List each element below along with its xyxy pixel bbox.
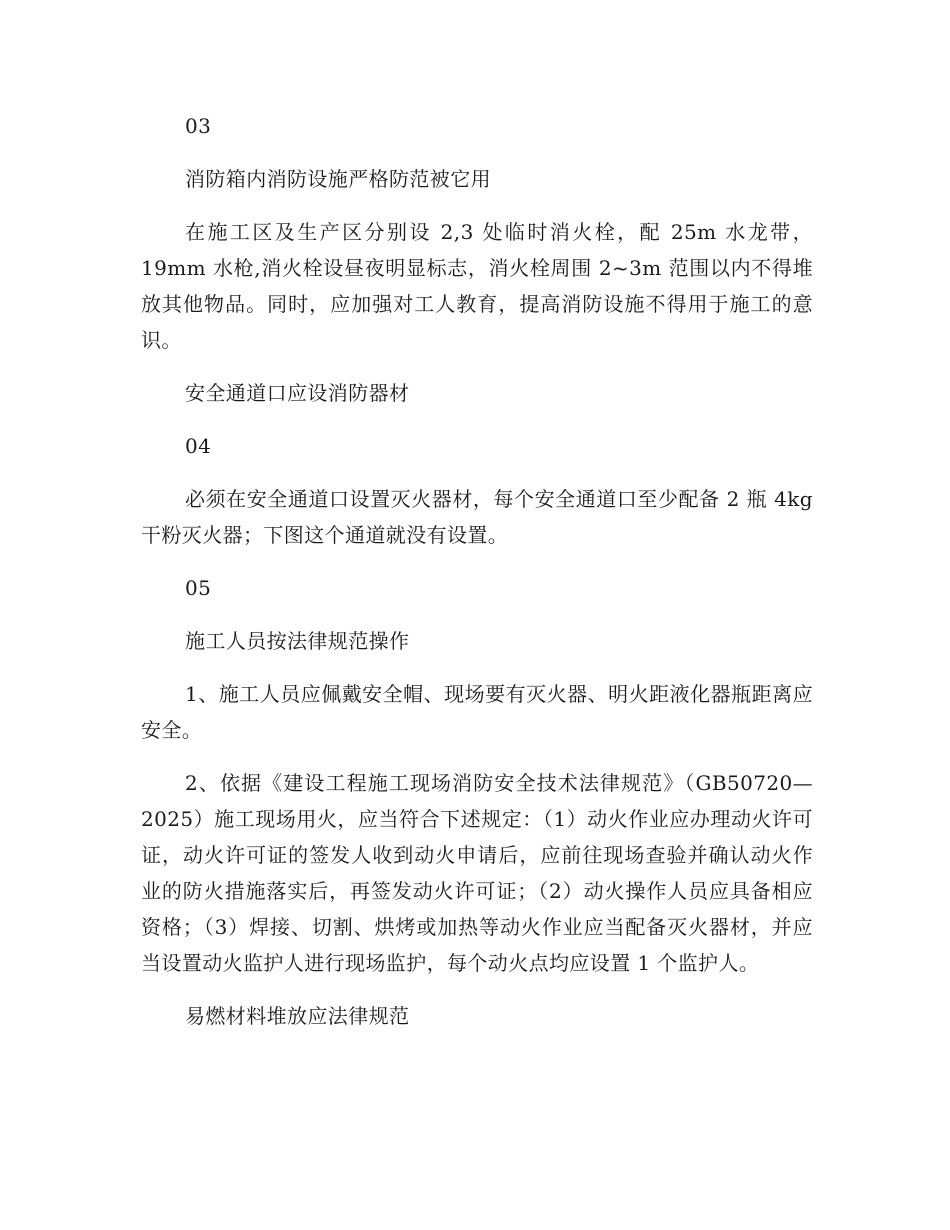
heading-flammable-storage: 易燃材料堆放应法律规范 (185, 1004, 410, 1028)
paragraph-fire-permit-rules: 2、依据《建设工程施工现场消防安全技术法律规范》（GB50720—2025）施工现场用火，应当符合下述规定：（1）动火作业应办理动火许可证，动火许可证的签发人收到动火申请后，应前往现场查验并确认动火作业的防火措施落实后，再签发动火许可证；（2）动火操作人员应具备相应资格；（3）焊接、切割、烘烤或加热等动火作业应当配备灭火器材，并应当设置动火监护人进行现场监护，每个动火点均应设置 1 个监护人。 (141, 771, 813, 975)
document-body (141, 108, 813, 1051)
section-number-03: 03 (185, 114, 212, 138)
paragraph-extinguisher-requirement: 必须在安全通道口设置灭火器材，每个安全通道口至少配备 2 瓶 4kg 干粉灭火器；下图这个通道就没有设置。 (141, 487, 813, 547)
section-number-04: 04 (185, 434, 212, 458)
heading-worker-operation: 施工人员按法律规范操作 (185, 629, 410, 653)
heading-fire-box-facilities: 消防箱内消防设施严格防范被它用 (185, 167, 491, 191)
section-number-05: 05 (185, 576, 212, 600)
paragraph-hydrant-setup: 在施工区及生产区分别设 2,3 处临时消火栓，配 25m 水龙带，19mm 水枪,消火栓设昼夜明显标志，消火栓周围 2~3m 范围以内不得堆放其他物品。同时，应加强对工人教育，提高消防设施不得用于施工的意识。 (141, 220, 813, 352)
heading-safety-passage-equipment: 安全通道口应设消防器材 (185, 381, 410, 405)
paragraph-helmet-extinguisher: 1、施工人员应佩戴安全帽、现场要有灭火器、明火距液化器瓶距离应安全。 (141, 682, 813, 742)
